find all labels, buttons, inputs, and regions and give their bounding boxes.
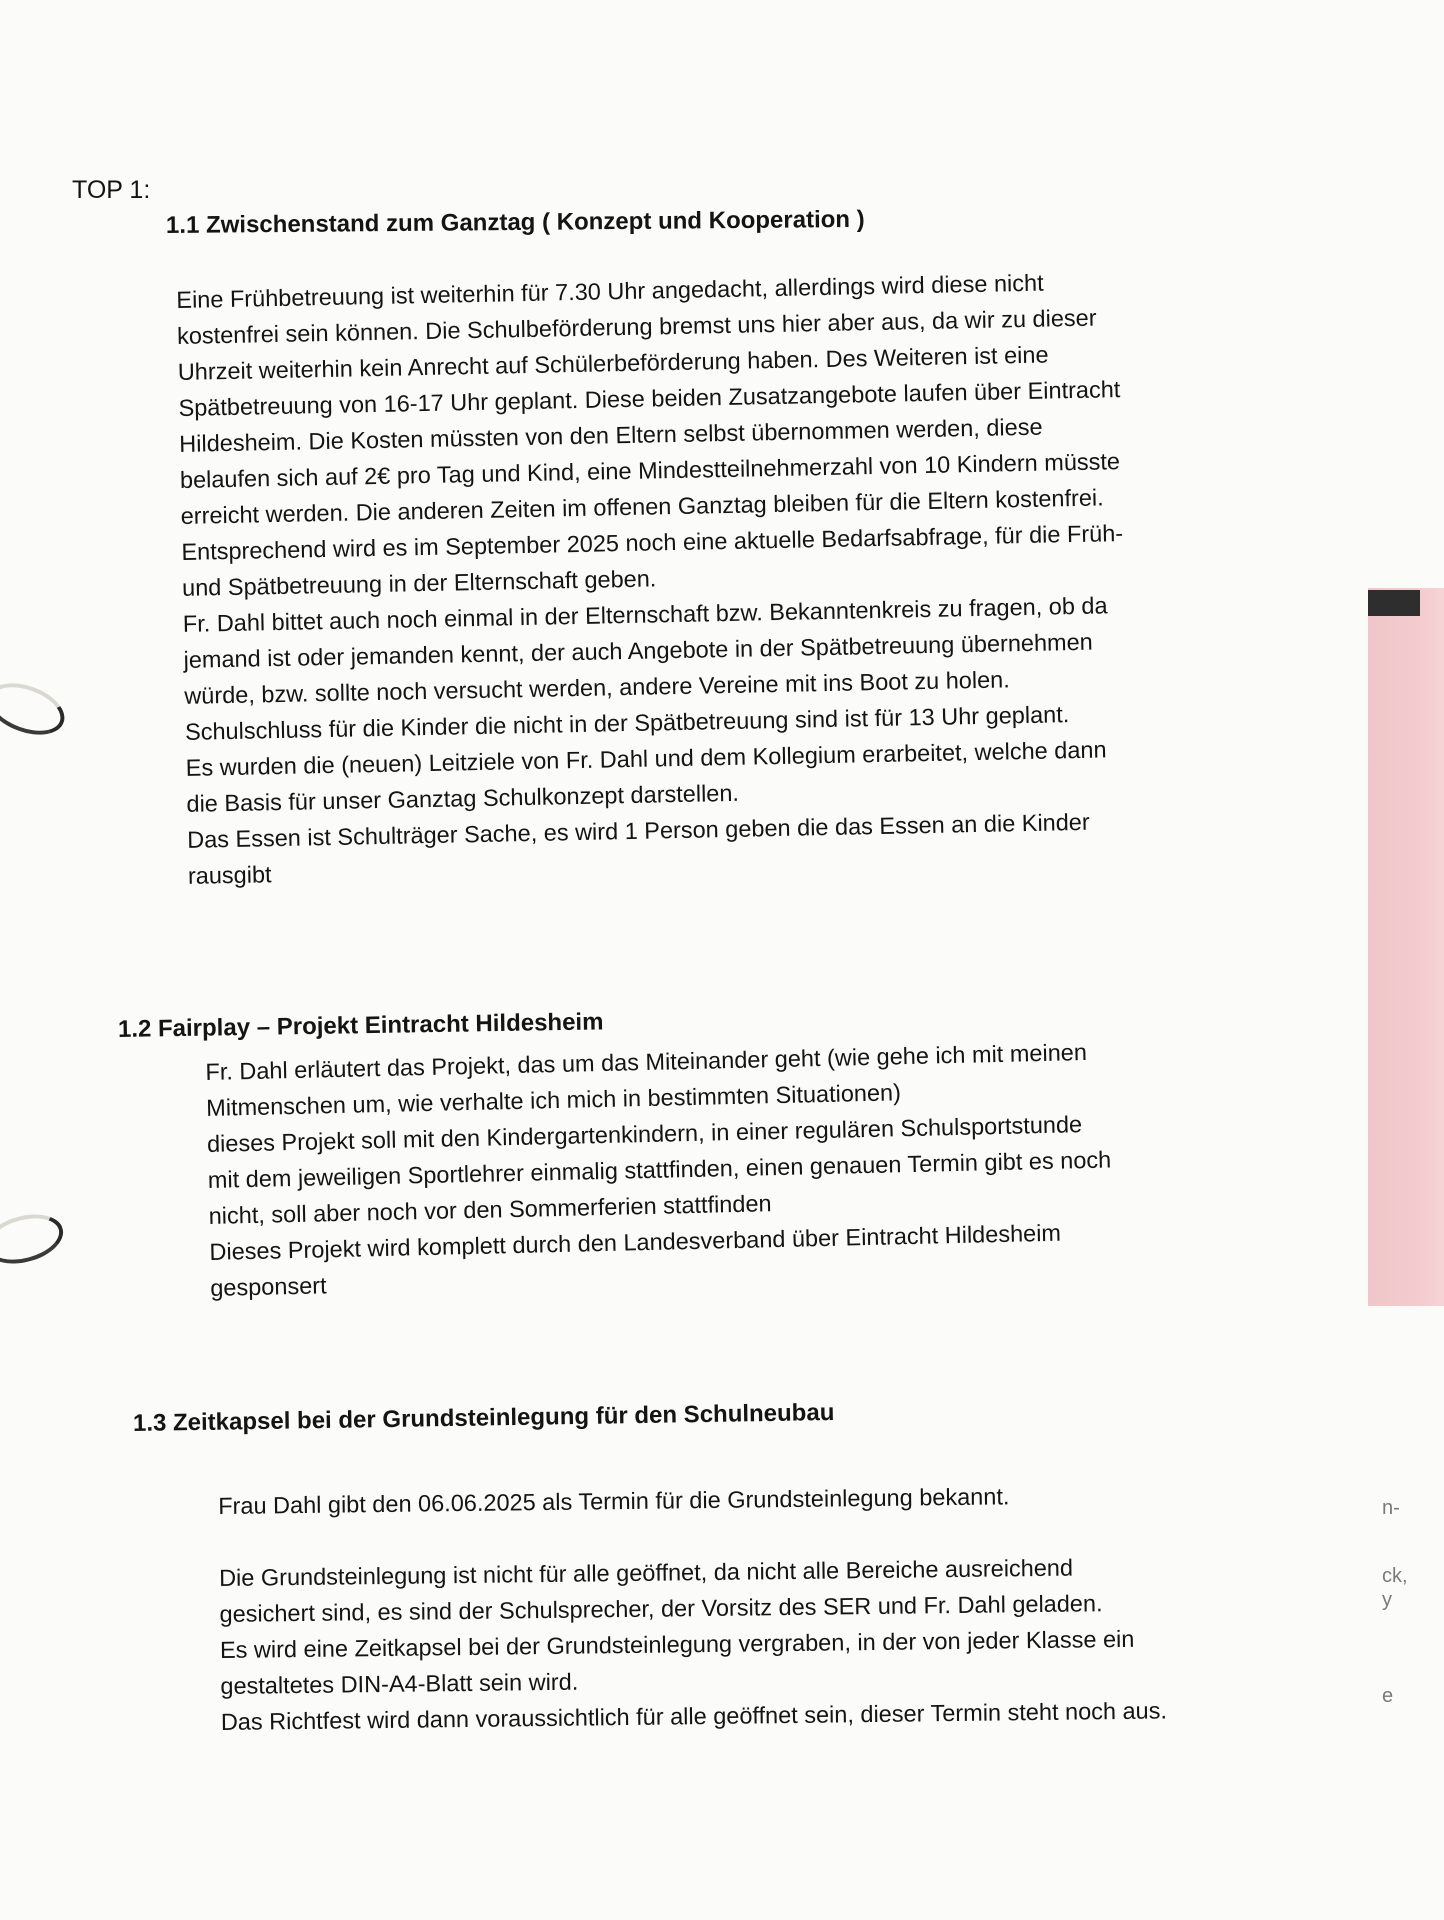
sticky-note-tab [1368,588,1444,1306]
text-line: mit dem jeweiligen Sportlehrer einmalig stattfinden, einen genauen Termin gibt es noch [207,1146,1112,1193]
text-line: Spätbetreuung von 16-17 Uhr geplant. Diese beiden Zusatzangebote laufen über Eintracht [178,376,1121,421]
section-body [176,263,1130,894]
text-line: Die Grundsteinlegung ist nicht für alle geöffnet, da nicht alle Bereiche ausreichend [218,1554,1074,1591]
section-heading: 1.2 Fairplay – Projekt Eintracht Hildesheim [117,1008,604,1043]
text-line: Es wird eine Zeitkapsel bei der Grundsteinlegung vergraben, in der von jeder Klasse ein [219,1625,1135,1663]
binder-ring-hole [0,1206,69,1271]
text-line: Es wurden die (neuen) Leitziele von Fr. Dahl und dem Kollegium erarbeitet, welche dann [185,736,1107,781]
text-line: Dieses Projekt wird komplett durch den Landesverband über Eintracht Hildesheim [209,1219,1062,1265]
text-line: rausgibt [187,861,272,889]
section-body [205,1034,1114,1306]
text-line: nicht, soll aber noch vor den Sommerferien stattfinden [208,1190,772,1229]
text-line: jemand ist oder jemanden kennt, der auch Angebote in der Spätbetreuung übernehmen [183,628,1093,673]
text-line: gesponsert [210,1272,327,1301]
text-line: Uhrzeit weiterhin kein Anrecht auf Schülerbeförderung haben. Des Weiteren ist eine [177,341,1049,385]
text-line: Das Essen ist Schulträger Sache, es wird 1 Person geben die das Essen an die Kinder [186,808,1090,853]
sticky-note-edge [1368,590,1420,616]
bleed-through-text: n- [1382,1497,1400,1519]
text-line: Fr. Dahl erläutert das Projekt, das um das Miteinander geht (wie gehe ich mit meinen [205,1038,1088,1085]
text-line: Hildesheim. Die Kosten müssten von den Eltern selbst übernommen werden, diese [178,413,1043,457]
agenda-item-label: TOP 1: [72,176,151,204]
text-line: gesichert sind, es sind der Schulsprecher, der Vorsitz des SER und Fr. Dahl geladen. [219,1590,1103,1627]
bleed-through-text: e [1382,1685,1394,1707]
bleed-through-text: y [1382,1589,1392,1611]
text-line: Entsprechend wird es im September 2025 noch eine aktuelle Bedarfsabfrage, für die Früh- [181,520,1124,565]
text-line: Frau Dahl gibt den 06.06.2025 als Termin für die Grundsteinlegung bekannt. [218,1483,1010,1519]
text-line: Das Richtfest wird dann voraussichtlich für alle geöffnet sein, dieser Termin steht noch aus. [220,1697,1168,1735]
text-line: und Spätbetreuung in der Elternschaft geben. [181,565,657,601]
text-line: Schulschluss für die Kinder die nicht in der Spätbetreuung sind ist für 13 Uhr geplant. [184,701,1070,745]
text-line: würde, bzw. sollte noch versucht werden, andere Vereine mit ins Boot zu holen. [184,666,1010,709]
text-line: kostenfrei sein können. Die Schulbeförderung bremst uns hier aber aus, da wir zu dieser [176,304,1097,349]
text-line: erreicht werden. Die anderen Zeiten im offenen Ganztag bleiben für die Eltern kostenfrei. [180,484,1104,529]
text-line: Fr. Dahl bittet auch noch einmal in der Elternschaft bzw. Bekanntenkreis zu fragen, ob da [182,592,1108,637]
text-line: belaufen sich auf 2€ pro Tag und Kind, eine Mindestteilnehmerzahl von 10 Kindern müsste [179,448,1121,493]
text-line: dieses Projekt soll mit den Kindergartenkindern, in einer regulären Schulsportstunde [206,1111,1083,1157]
text-line: gestaltetes DIN-A4-Blatt sein wird. [220,1668,579,1699]
text-line: Mitmenschen um, wie verhalte ich mich in bestimmten Situationen) [205,1079,902,1121]
text-line: Eine Frühbetreuung ist weiterhin für 7.30 Uhr angedacht, allerdings wird diese nicht [176,269,1044,313]
text-line: die Basis für unser Ganztag Schulkonzept darstellen. [186,779,740,817]
binder-ring-hole [0,674,71,745]
section-body [218,1476,1167,1740]
section-heading: 1.3 Zeitkapsel bei der Grundsteinlegung für den Schulneubau [132,1398,835,1437]
bleed-through-text: ck, [1382,1565,1408,1587]
section-heading: 1.1 Zwischenstand zum Ganztag ( Konzept und Kooperation ) [165,205,865,239]
